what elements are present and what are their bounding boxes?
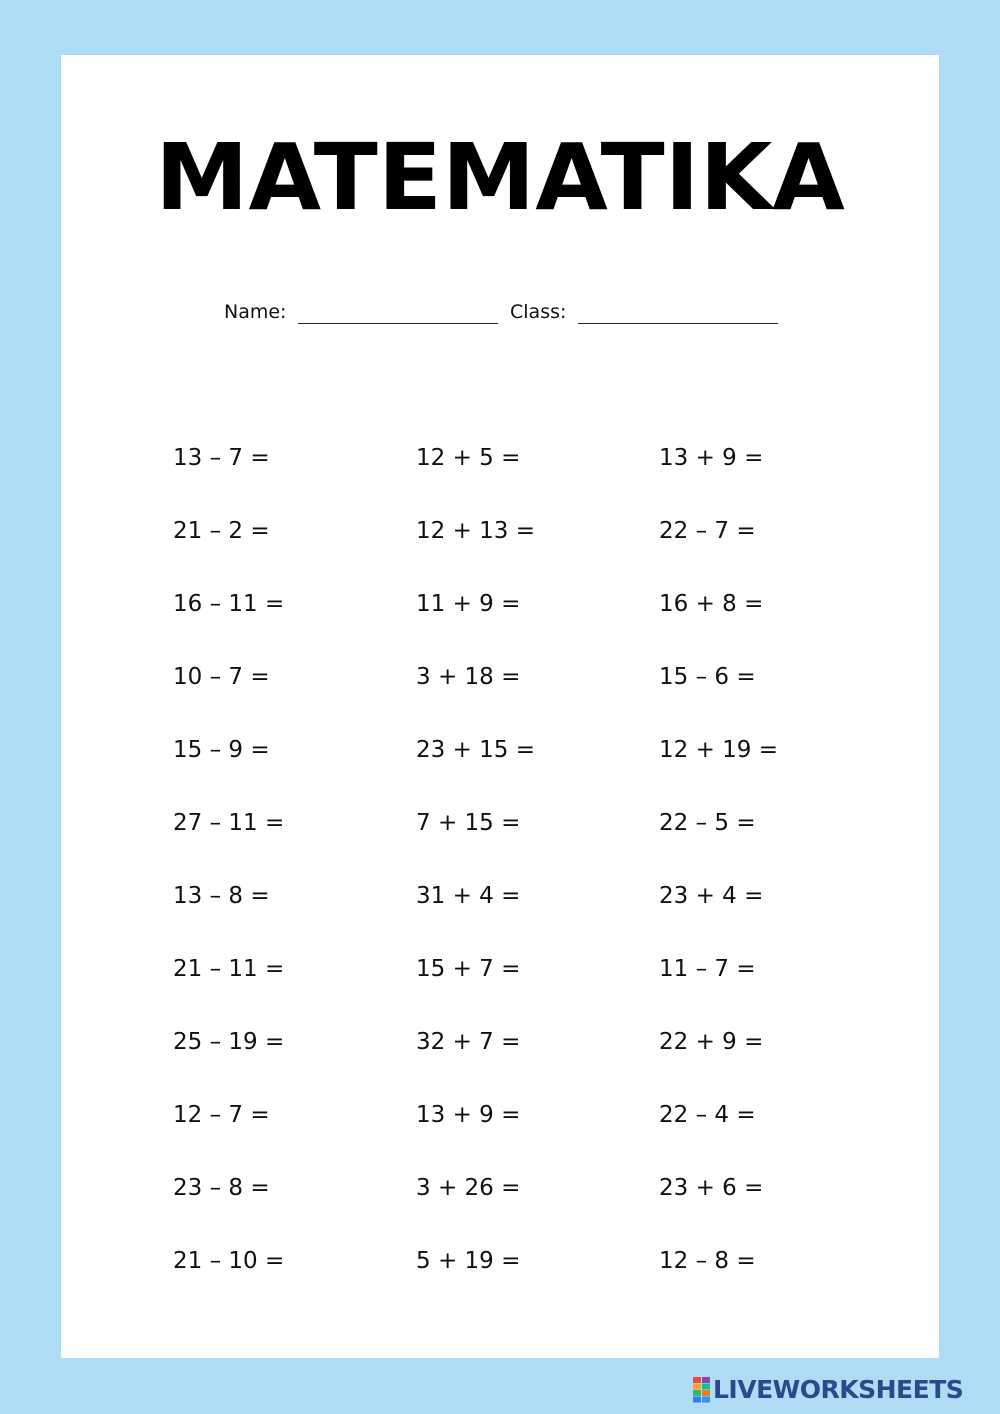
math-problem: 25 – 19 = — [173, 1029, 285, 1055]
class-label: Class: — [510, 301, 567, 323]
math-problem: 22 – 4 = — [659, 1102, 756, 1128]
math-problem: 5 + 19 = — [416, 1248, 521, 1274]
name-label: Name: — [224, 301, 287, 323]
math-problem: 10 – 7 = — [173, 664, 270, 690]
math-problem: 3 + 26 = — [416, 1175, 521, 1201]
math-problem: 12 – 8 = — [659, 1248, 756, 1274]
math-problem: 11 – 7 = — [659, 956, 756, 982]
math-problem: 11 + 9 = — [416, 591, 521, 617]
math-problem: 32 + 7 = — [416, 1029, 521, 1055]
math-problem: 21 – 11 = — [173, 956, 285, 982]
math-problem: 15 – 6 = — [659, 664, 756, 690]
worksheet-page — [61, 55, 939, 1358]
name-field[interactable] — [298, 323, 498, 324]
math-problem: 23 + 4 = — [659, 883, 764, 909]
math-problem: 22 – 7 = — [659, 518, 756, 544]
math-problem: 22 – 5 = — [659, 810, 756, 836]
math-problem: 22 + 9 = — [659, 1029, 764, 1055]
math-problem: 12 – 7 = — [173, 1102, 270, 1128]
math-problem: 23 + 6 = — [659, 1175, 764, 1201]
math-problem: 15 + 7 = — [416, 956, 521, 982]
liveworksheets-logo-icon — [693, 1377, 711, 1403]
liveworksheets-brand[interactable] — [693, 1374, 963, 1406]
math-problem: 3 + 18 = — [416, 664, 521, 690]
math-problem: 21 – 10 = — [173, 1248, 285, 1274]
class-field[interactable] — [578, 323, 778, 324]
math-problem: 13 + 9 = — [659, 445, 764, 471]
math-problem: 13 – 7 = — [173, 445, 270, 471]
math-problem: 27 – 11 = — [173, 810, 285, 836]
math-problem: 16 – 11 = — [173, 591, 285, 617]
math-problem: 13 – 8 = — [173, 883, 270, 909]
worksheet-title: MATEMATIKA — [155, 124, 845, 231]
math-problem: 21 – 2 = — [173, 518, 270, 544]
math-problem: 23 + 15 = — [416, 737, 536, 763]
math-problem: 23 – 8 = — [173, 1175, 270, 1201]
math-problem: 12 + 5 = — [416, 445, 521, 471]
math-problem: 7 + 15 = — [416, 810, 521, 836]
math-problem: 13 + 9 = — [416, 1102, 521, 1128]
math-problem: 15 – 9 = — [173, 737, 270, 763]
brand-name: LIVEWORKSHEETS — [713, 1375, 964, 1404]
math-problem: 12 + 13 = — [416, 518, 536, 544]
math-problem: 12 + 19 = — [659, 737, 779, 763]
math-problem: 16 + 8 = — [659, 591, 764, 617]
math-problem: 31 + 4 = — [416, 883, 521, 909]
